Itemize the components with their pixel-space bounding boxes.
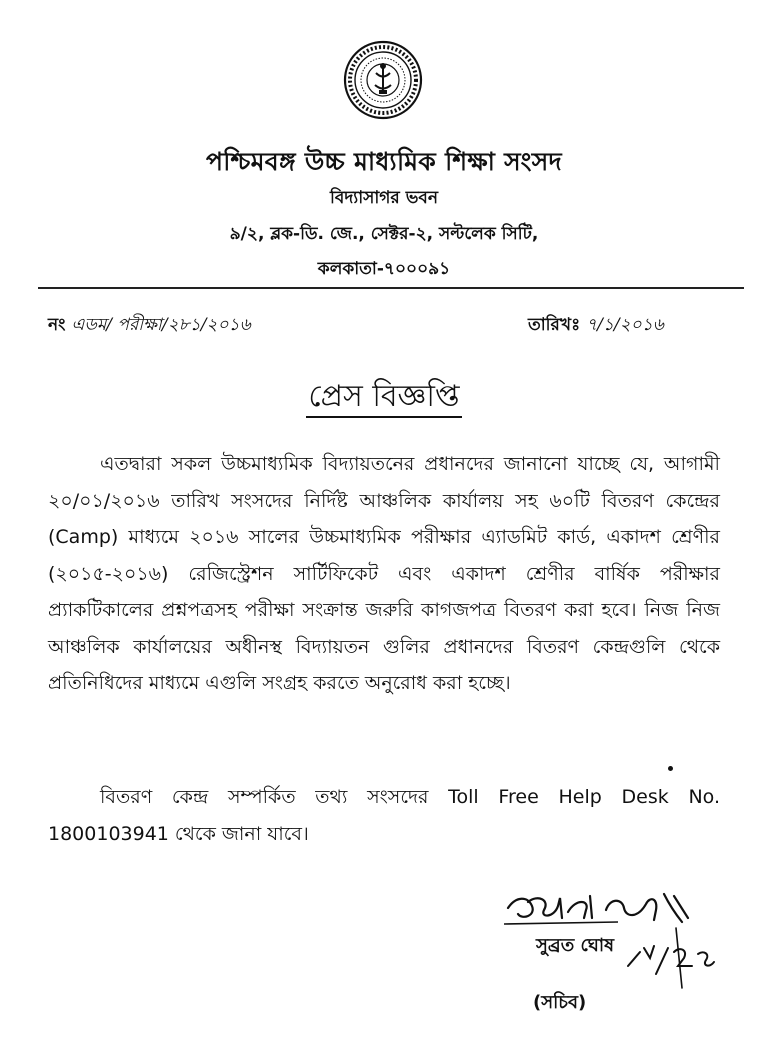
address-line-2: কলকাতা-৭০০০৯১: [317, 259, 451, 279]
building-name: বিদ্যাসাগর ভবন: [330, 188, 438, 208]
date-value: ৭/১/২০১৬: [586, 315, 664, 335]
signatory-designation: (সচিব): [533, 992, 587, 1013]
header-divider: [38, 287, 744, 289]
date-label: তারিখঃ: [528, 315, 581, 335]
issue-date: [528, 312, 664, 340]
signatory-name: সুব্রত ঘোষ: [536, 935, 615, 956]
document-heading: [0, 372, 768, 423]
heading-text: প্রেস বিজ্ঞপ্তি: [306, 379, 461, 418]
handwritten-signature-icon: [498, 888, 736, 998]
memo-number-label: নং: [48, 315, 66, 335]
memo-number: [48, 312, 251, 340]
memo-number-value: এডম/ পরীক্ষা/২৮১/২০১৬: [71, 315, 251, 335]
council-name: পশ্চিমবঙ্গ উচ্চ মাধ্যমিক শিক্ষা সংসদ: [206, 147, 562, 176]
address-line-1: ৯/২, ব্লক-ডি. জে., সেক্টর-২, সল্টলেক সিটি,: [229, 224, 539, 244]
council-seal-icon: [343, 40, 423, 120]
body-paragraph-2: বিতরণ কেন্দ্র সম্পর্কিত তথ্য সংসদের Toll Free Help Desk No. 1800103941 থেকে জানা যাবে।: [48, 786, 720, 845]
body-paragraph-1: এতদ্বারা সকল উচ্চমাধ্যমিক বিদ্যায়তনের প্রধানদের জানানো যাচ্ছে যে, আগামী ২০/০১/২০১৬ তারিখ সংসদের নির্দিষ্ট আঞ্চলিক কার্যালয় সহ ৬০টি বিতরণ কেন্দ্রের (Camp) মাধ্যমে ২০১৬ সালের উচ্চমাধ্যমিক পরীক্ষার এ্যাডমিট কার্ড, একাদশ শ্রেণীর (২০১৫-২০১৬) রেজিস্ট্রেশন সার্টিফিকেট এবং একাদশ শ্রেণীর বার্ষিক পরীক্ষার প্র্যাকটিকালের প্রশ্নপত্রসহ পরীক্ষা সংক্রান্ত জরুরি কাগজপত্র বিতরণ করা হবে। নিজ নিজ আঞ্চলিক কার্যালয়ের অধীনস্থ বিদ্যায়তন গুলির প্রধানদের বিতরণ কেন্দ্রগুলি থেকে প্রতিনিধিদের মাধ্যমে এগুলি সংগ্রহ করতে অনুরোধ করা হচ্ছে।: [48, 453, 720, 694]
ink-mark: [668, 766, 673, 771]
